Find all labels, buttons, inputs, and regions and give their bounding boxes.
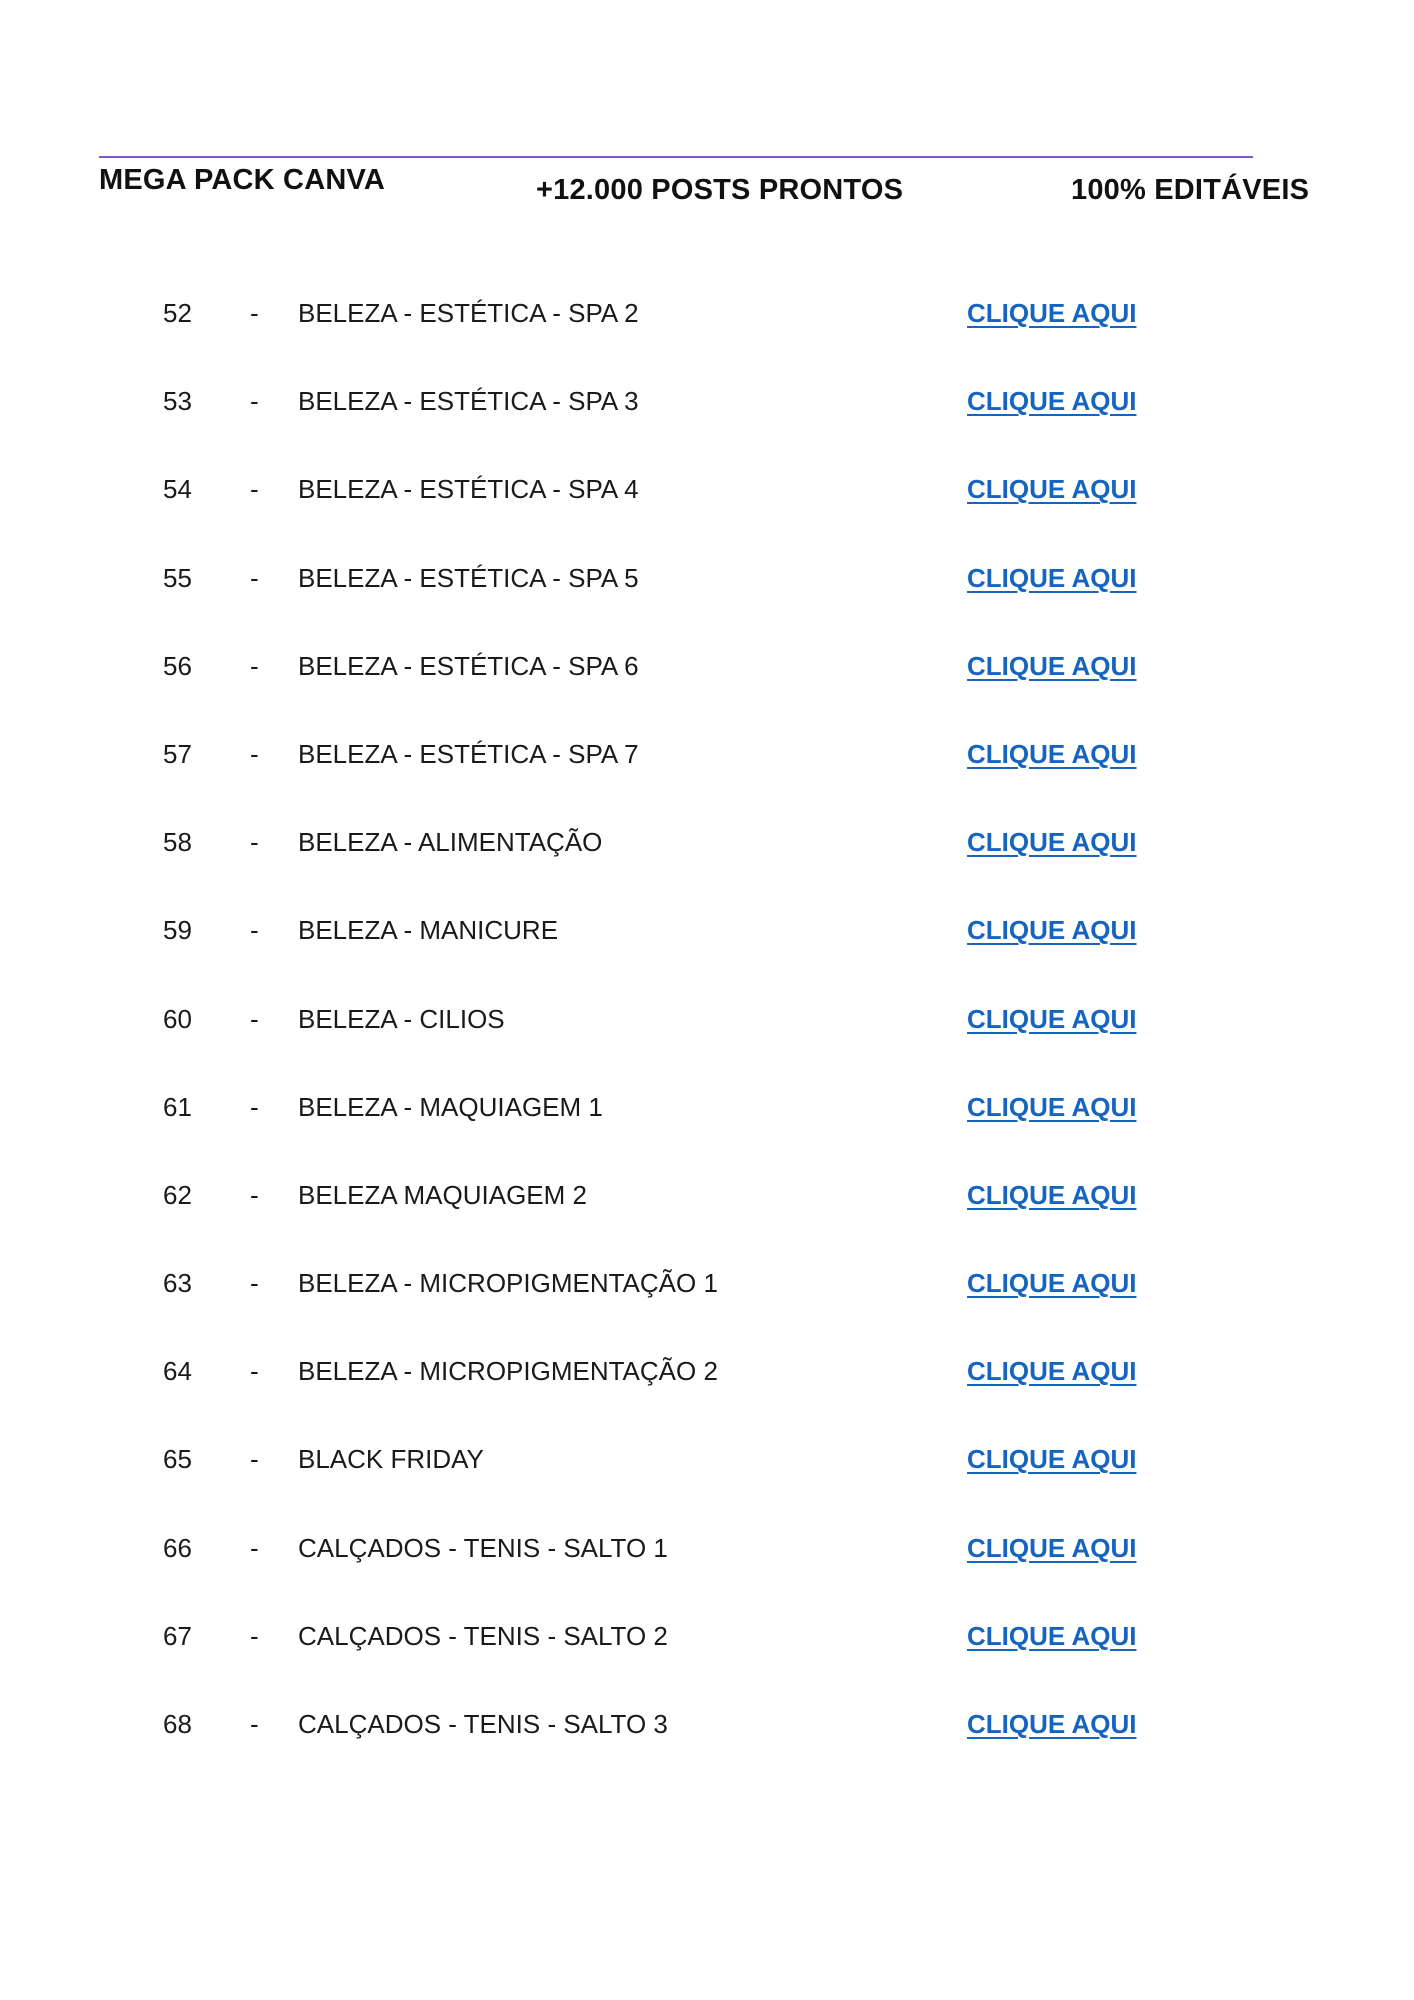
download-link[interactable]: CLIQUE AQUI: [967, 1091, 1137, 1122]
download-link[interactable]: CLIQUE AQUI: [967, 1356, 1137, 1387]
item-title: BELEZA - ESTÉTICA - SPA 6: [298, 650, 639, 681]
list-item: [0, 1436, 1414, 1524]
item-title: BELEZA - MAQUIAGEM 1: [298, 1091, 603, 1122]
download-link[interactable]: CLIQUE AQUI: [967, 386, 1137, 417]
item-separator: -: [250, 1091, 259, 1122]
item-title: BLACK FRIDAY: [298, 1444, 484, 1475]
item-separator: -: [250, 1620, 259, 1651]
item-number: 54: [163, 474, 192, 505]
item-separator: -: [250, 915, 259, 946]
download-link[interactable]: CLIQUE AQUI: [967, 1709, 1137, 1739]
item-title: CALÇADOS - TENIS - SALTO 2: [298, 1620, 668, 1651]
item-number: 52: [163, 298, 192, 328]
list-item: [0, 1084, 1414, 1172]
list-item: [0, 1172, 1414, 1260]
item-separator: -: [250, 738, 259, 769]
download-link[interactable]: CLIQUE AQUI: [967, 562, 1137, 593]
download-link[interactable]: CLIQUE AQUI: [967, 1179, 1137, 1210]
item-title: CALÇADOS - TENIS - SALTO 3: [298, 1709, 668, 1739]
download-link[interactable]: CLIQUE AQUI: [967, 650, 1137, 681]
item-title: BELEZA - ESTÉTICA - SPA 5: [298, 562, 639, 593]
item-number: 53: [163, 386, 192, 417]
item-separator: -: [250, 386, 259, 417]
item-title: BELEZA - ESTÉTICA - SPA 3: [298, 386, 639, 417]
editable-heading: 100% EDITÁVEIS: [1071, 174, 1310, 206]
item-title: BELEZA - MICROPIGMENTAÇÃO 2: [298, 1356, 718, 1387]
item-separator: -: [250, 1003, 259, 1034]
item-separator: -: [250, 1356, 259, 1387]
list-item: [0, 1260, 1414, 1348]
item-title: BELEZA - ESTÉTICA - SPA 4: [298, 474, 639, 505]
item-title: BELEZA - ESTÉTICA - SPA 7: [298, 738, 639, 769]
list-item: [0, 1525, 1414, 1613]
item-number: 57: [163, 738, 192, 769]
download-link[interactable]: CLIQUE AQUI: [967, 1620, 1137, 1651]
item-number: 62: [163, 1179, 192, 1210]
item-separator: -: [250, 1179, 259, 1210]
item-title: BELEZA - MANICURE: [298, 915, 559, 946]
item-number: 60: [163, 1003, 192, 1034]
item-number: 67: [163, 1620, 192, 1651]
item-title: BELEZA - ALIMENTAÇÃO: [298, 827, 603, 858]
list-item: [0, 907, 1414, 995]
download-link[interactable]: CLIQUE AQUI: [967, 1003, 1137, 1034]
list-item: [0, 1348, 1414, 1436]
download-link[interactable]: CLIQUE AQUI: [967, 474, 1137, 505]
item-number: 59: [163, 915, 192, 946]
item-number: 56: [163, 650, 192, 681]
list-item: [0, 290, 1414, 378]
item-number: 68: [163, 1709, 192, 1739]
item-title: BELEZA - CILIOS: [298, 1003, 505, 1034]
list-item: [0, 643, 1414, 731]
list-item: [0, 378, 1414, 466]
download-link[interactable]: CLIQUE AQUI: [967, 738, 1137, 769]
list-item: [0, 555, 1414, 643]
list-item: [0, 996, 1414, 1084]
item-number: 66: [163, 1532, 192, 1563]
list-item: [0, 1701, 1414, 1789]
item-title: CALÇADOS - TENIS - SALTO 1: [298, 1532, 668, 1563]
pack-list: [0, 290, 1414, 1789]
list-item: [0, 1613, 1414, 1701]
page-title: MEGA PACK CANVA: [99, 164, 386, 196]
download-link[interactable]: CLIQUE AQUI: [967, 1444, 1137, 1475]
item-separator: -: [250, 1709, 259, 1739]
item-number: 64: [163, 1356, 192, 1387]
download-link[interactable]: CLIQUE AQUI: [967, 915, 1137, 946]
item-number: 58: [163, 827, 192, 858]
download-link[interactable]: CLIQUE AQUI: [967, 1268, 1137, 1299]
item-separator: -: [250, 298, 259, 328]
item-number: 63: [163, 1268, 192, 1299]
list-item: [0, 819, 1414, 907]
item-title: BELEZA - MICROPIGMENTAÇÃO 1: [298, 1268, 718, 1299]
item-number: 65: [163, 1444, 192, 1475]
item-separator: -: [250, 474, 259, 505]
item-separator: -: [250, 1532, 259, 1563]
download-link[interactable]: CLIQUE AQUI: [967, 298, 1137, 328]
download-link[interactable]: CLIQUE AQUI: [967, 827, 1137, 858]
item-separator: -: [250, 827, 259, 858]
header-divider: [99, 156, 1253, 158]
list-item: [0, 466, 1414, 554]
item-separator: -: [250, 1444, 259, 1475]
item-separator: -: [250, 650, 259, 681]
list-item: [0, 731, 1414, 819]
download-link[interactable]: CLIQUE AQUI: [967, 1532, 1137, 1563]
item-title: BELEZA MAQUIAGEM 2: [298, 1179, 587, 1210]
posts-count-heading: +12.000 POSTS PRONTOS: [536, 174, 904, 206]
item-title: BELEZA - ESTÉTICA - SPA 2: [298, 298, 639, 328]
item-number: 55: [163, 562, 192, 593]
item-separator: -: [250, 562, 259, 593]
item-number: 61: [163, 1091, 192, 1122]
item-separator: -: [250, 1268, 259, 1299]
